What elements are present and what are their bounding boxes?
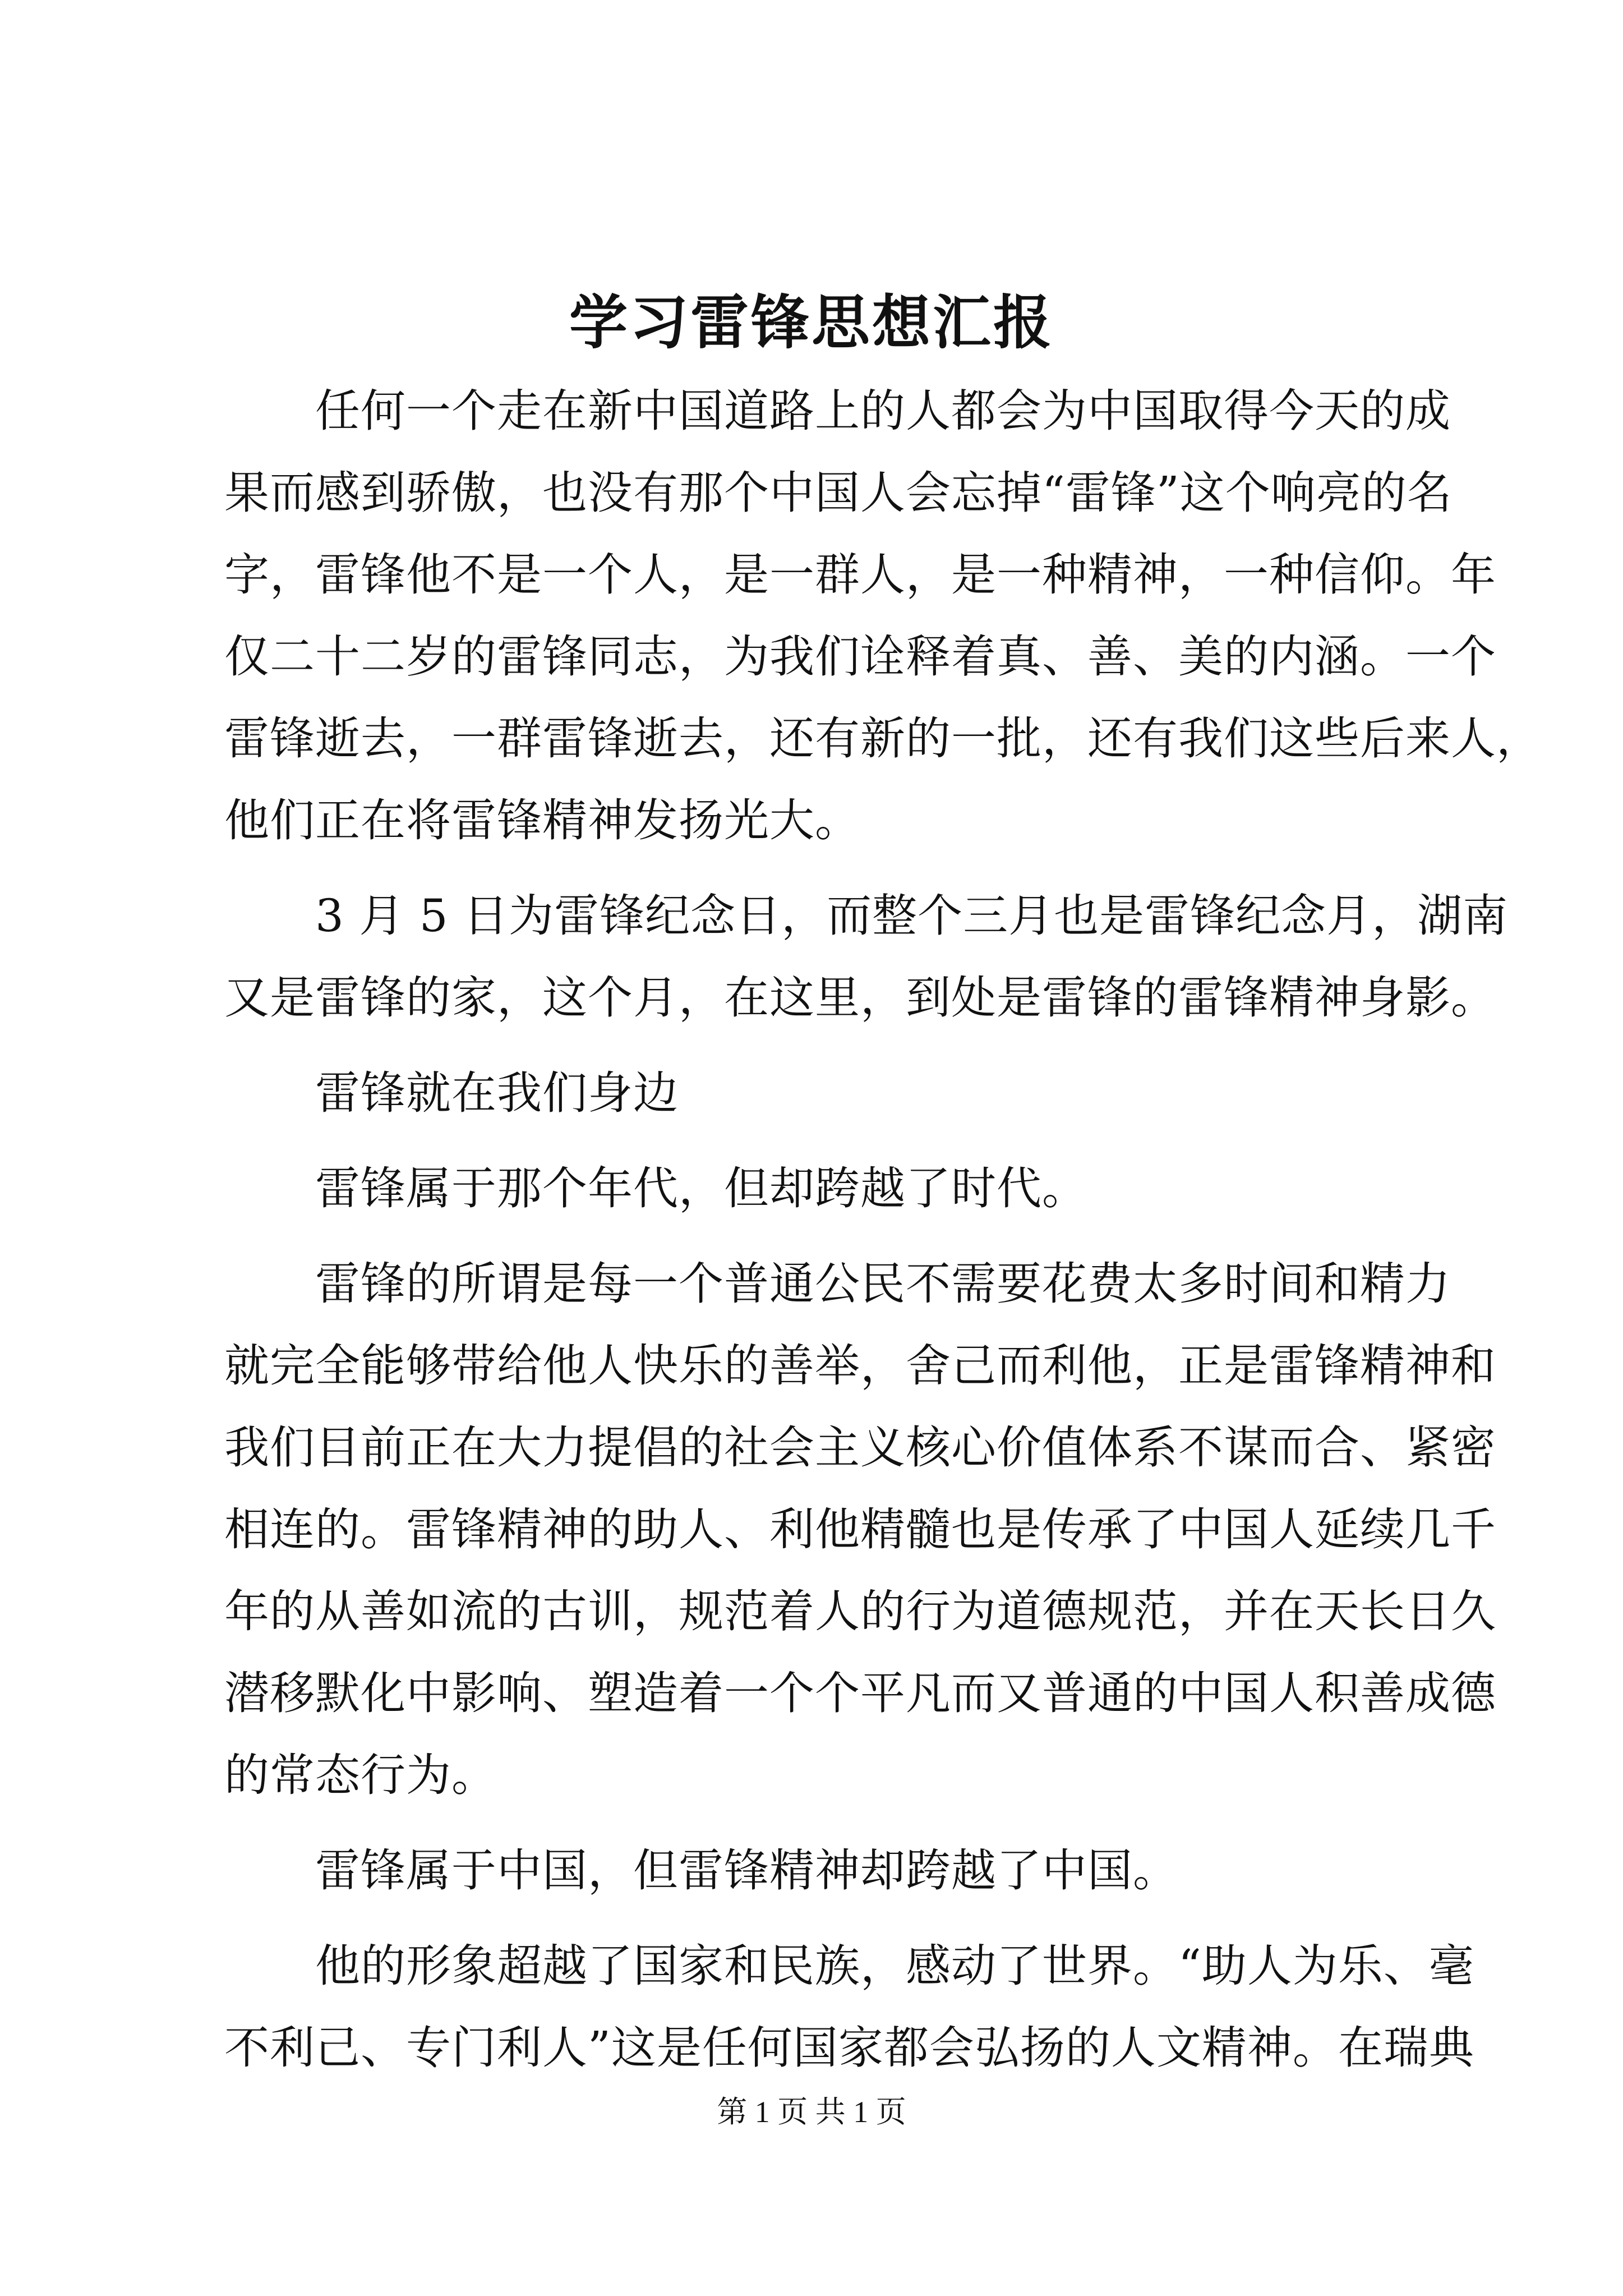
paragraph-line: 雷锋的所谓是每一个普通公民不需要花费太多时间和精力 bbox=[315, 1258, 1451, 1310]
page-footer: 第 1 页 共 1 页 bbox=[717, 2095, 906, 2129]
paragraph-line: 字，雷锋他不是一个人，是一群人，是一种精神，一种信仰。年 bbox=[224, 549, 1496, 601]
paragraph-line: 潜移默化中影响、塑造着一个个平凡而又普通的中国人积善成德 bbox=[224, 1667, 1496, 1719]
paragraph-line: 仅二十二岁的雷锋同志，为我们诠释着真、善、美的内涵。一个 bbox=[224, 631, 1496, 683]
paragraph bbox=[224, 1148, 1436, 1230]
paragraph-line: 他的形象超越了国家和民族，感动了世界。“助人为乐、毫 bbox=[315, 1940, 1474, 1992]
paragraph bbox=[224, 1052, 1436, 1134]
paragraph-line: 又是雷锋的家，这个月，在这里，到处是雷锋的雷锋精神身影。 bbox=[224, 972, 1496, 1024]
paragraph-line: 任何一个走在新中国道路上的人都会为中国取得今天的成 bbox=[315, 385, 1451, 437]
paragraph-line: 不利己、专门利人”这是任何国家都会弘扬的人文精神。在瑞典 bbox=[224, 2022, 1474, 2074]
paragraph-line: 年的从善如流的古训，规范着人的行为道德规范，并在天长日久 bbox=[224, 1585, 1496, 1637]
paragraph bbox=[224, 1925, 1474, 2089]
paragraph-line: 相连的。雷锋精神的助人、利他精髓也是传承了中国人延续几千 bbox=[224, 1503, 1496, 1556]
paragraph-line: 我们目前正在大力提倡的社会主义核心价值体系不谋而合、紧密 bbox=[224, 1421, 1496, 1474]
paragraph-line: 雷锋逝去，一群雷锋逝去，还有新的一批，还有我们这些后来人， bbox=[224, 712, 1542, 765]
paragraph-line: 就完全能够带给他人快乐的善举，舍己而利他，正是雷锋精神和 bbox=[224, 1340, 1496, 1392]
paragraph-line: 雷锋属于中国，但雷锋精神却跨越了中国。 bbox=[315, 1844, 1178, 1897]
document-body bbox=[224, 370, 1542, 2102]
paragraph-line: 3 月 5 日为雷锋纪念日，而整个三月也是雷锋纪念月，湖南 bbox=[315, 890, 1509, 942]
paragraph bbox=[224, 1830, 1436, 1912]
paragraph-line: 雷锋属于那个年代，但却跨越了时代。 bbox=[315, 1162, 1087, 1214]
paragraph bbox=[224, 1243, 1496, 1816]
paragraph-line: 雷锋就在我们身边 bbox=[315, 1067, 679, 1119]
document-title: 学习雷锋思想汇报 bbox=[569, 288, 1054, 357]
paragraph-line: 他们正在将雷锋精神发扬光大。 bbox=[224, 794, 860, 846]
paragraph bbox=[224, 370, 1542, 862]
paragraph-line: 果而感到骄傲，也没有那个中国人会忘掉“雷锋”这个响亮的名 bbox=[224, 467, 1453, 519]
paragraph-line: 的常态行为。 bbox=[224, 1749, 497, 1801]
paragraph bbox=[224, 875, 1509, 1039]
